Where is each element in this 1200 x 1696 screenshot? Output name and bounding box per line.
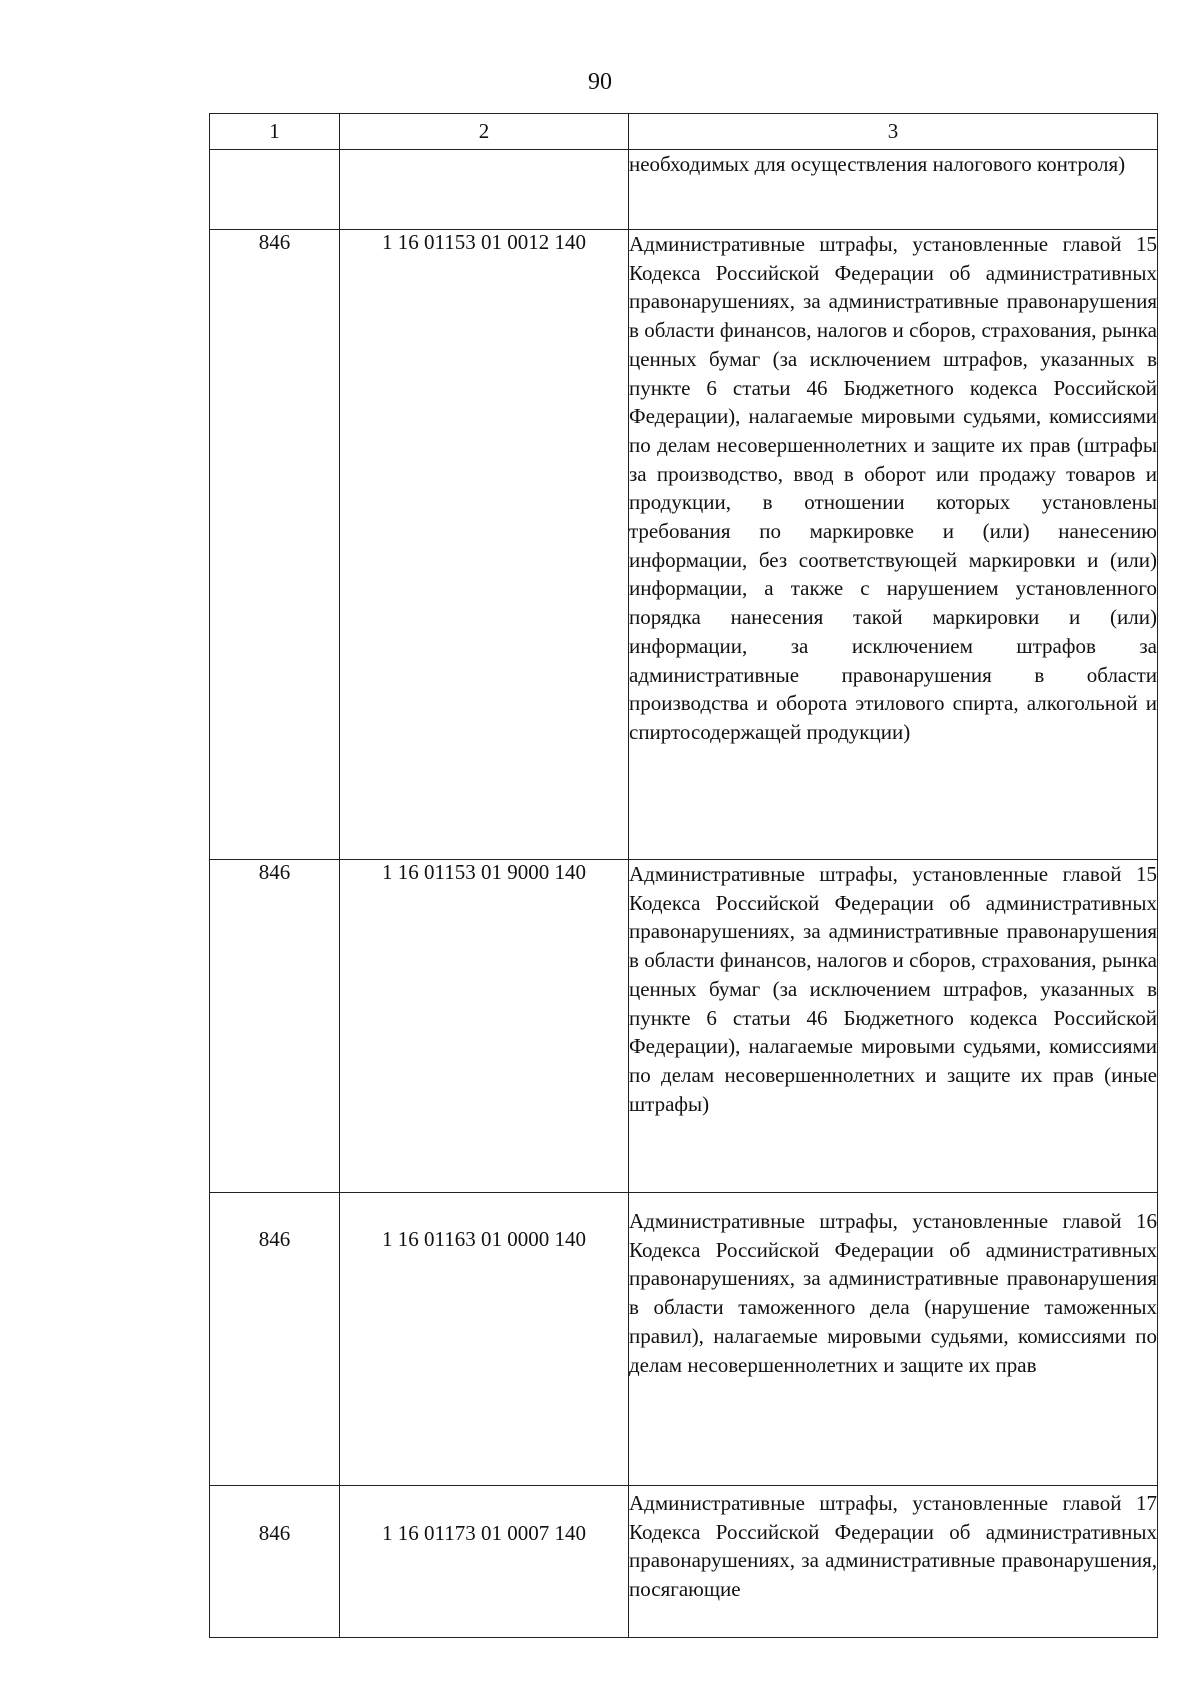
admin-code-cell: 846 xyxy=(210,1486,340,1638)
page-number: 90 xyxy=(588,69,612,95)
table-row xyxy=(210,1486,1158,1638)
header-col-1: 1 xyxy=(210,114,340,150)
description-cell: Административные штрафы, установленные главой 15 Кодекса Российской Федерации об административных правонарушениях, за административные правонарушения в области финансов, налогов и сборов, страхования, рынка ценных бумаг (за исключением штрафов, указанных в пункте 6 статьи 46 Бюджетного кодекса Российской Федерации), налагаемые мировыми судьями, комиссиями по делам несовершеннолетних и защите их прав (штрафы за производство, ввод в оборот или продажу товаров и продукции, в отношении которых установлены требования по маркировке и (или) нанесению информации, без соответствующей маркировки и (или) информации, а также с нарушением установленного порядка нанесения такой маркировки и (или) информации, за исключением штрафов за административные правонарушения в области производства и оборота этилового спирта, алкогольной и спиртосодержащей продукции) xyxy=(629,230,1158,860)
table-row xyxy=(210,230,1158,860)
admin-code-cell: 846 xyxy=(210,230,340,860)
admin-code-cell: 846 xyxy=(210,860,340,1193)
header-col-2: 2 xyxy=(340,114,629,150)
table-row xyxy=(210,860,1158,1193)
budget-code-table xyxy=(209,113,1158,1638)
description-cell: необходимых для осуществления налогового контроля) xyxy=(629,150,1158,230)
table-row xyxy=(210,1193,1158,1486)
budget-code-cell: 1 16 01163 01 0000 140 xyxy=(340,1193,629,1486)
header-col-3: 3 xyxy=(629,114,1158,150)
admin-code-cell xyxy=(210,150,340,230)
description-cell: Административные штрафы, установленные главой 17 Кодекса Российской Федерации об административных правонарушениях, за административные правонарушения, посягающие xyxy=(629,1486,1158,1638)
budget-code-cell xyxy=(340,150,629,230)
admin-code-cell: 846 xyxy=(210,1193,340,1486)
description-cell: Административные штрафы, установленные главой 15 Кодекса Российской Федерации об административных правонарушениях, за административные правонарушения в области финансов, налогов и сборов, страхования, рынка ценных бумаг (за исключением штрафов, указанных в пункте 6 статьи 46 Бюджетного кодекса Российской Федерации), налагаемые мировыми судьями, комиссиями по делам несовершеннолетних и защите их прав (иные штрафы) xyxy=(629,860,1158,1193)
budget-code-cell: 1 16 01153 01 0012 140 xyxy=(340,230,629,860)
table-header-row xyxy=(210,114,1158,150)
budget-code-cell: 1 16 01153 01 9000 140 xyxy=(340,860,629,1193)
budget-code-cell: 1 16 01173 01 0007 140 xyxy=(340,1486,629,1638)
table-row xyxy=(210,150,1158,230)
description-cell: Административные штрафы, установленные главой 16 Кодекса Российской Федерации об административных правонарушениях, за административные правонарушения в области таможенного дела (нарушение таможенных правил), налагаемые мировыми судьями, комиссиями по делам несовершеннолетних и защите их прав xyxy=(629,1193,1158,1486)
